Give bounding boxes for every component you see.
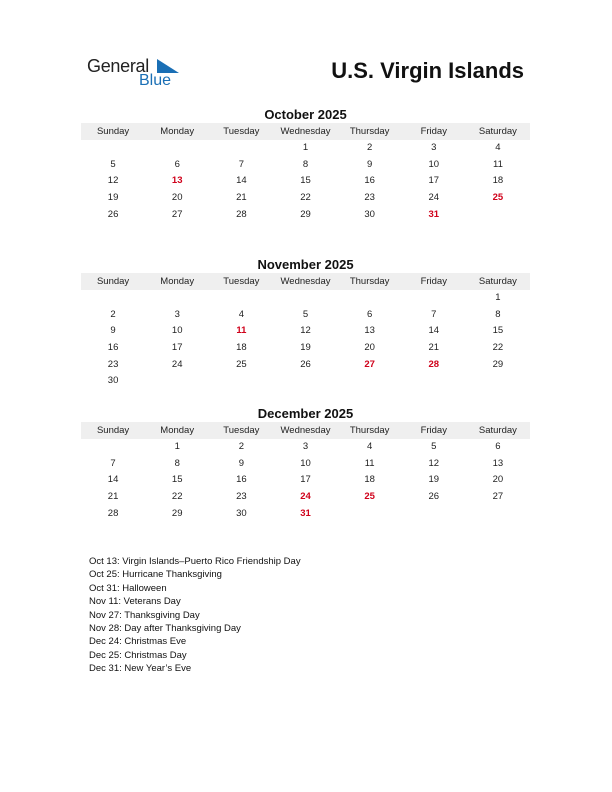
month-november <box>81 256 530 390</box>
empty-cell <box>466 207 530 224</box>
day-cell: 15 <box>492 325 504 337</box>
day-grid <box>81 290 530 390</box>
day-cell: 7 <box>110 457 116 469</box>
weekday-label: Tuesday <box>223 425 260 436</box>
day-cell: 27 <box>171 208 183 220</box>
empty-cell <box>402 506 466 523</box>
empty-cell <box>273 290 337 307</box>
day-cell: 30 <box>236 507 247 519</box>
holiday-entry: Dec 25: Christmas Day <box>89 649 187 661</box>
empty-cell <box>338 290 402 307</box>
day-cell: 6 <box>495 441 501 452</box>
empty-cell <box>402 290 466 307</box>
day-cell: 14 <box>107 474 119 486</box>
empty-cell <box>81 439 145 456</box>
day-cell: 24 <box>171 358 183 370</box>
empty-cell <box>402 373 466 390</box>
empty-cell <box>466 506 530 523</box>
day-cell: 21 <box>107 491 119 503</box>
day-cell: 1 <box>495 292 501 303</box>
day-cell: 22 <box>171 491 183 503</box>
day-cell: 14 <box>236 175 247 187</box>
day-cell: 23 <box>107 358 119 370</box>
day-cell: 8 <box>302 158 309 170</box>
holiday-entry: Dec 24: Christmas Eve <box>89 636 187 648</box>
empty-cell <box>338 373 402 390</box>
holiday-entry: Oct 31: Halloween <box>89 582 167 594</box>
day-cell: 5 <box>110 158 116 170</box>
day-cell: 3 <box>302 441 309 452</box>
month-october <box>81 106 530 223</box>
day-cell: 14 <box>428 325 440 337</box>
empty-cell <box>466 373 530 390</box>
day-cell: 28 <box>236 208 247 220</box>
day-cell: 24 <box>300 491 311 503</box>
day-cell: 17 <box>300 474 311 486</box>
empty-cell <box>145 373 209 390</box>
day-cell: 11 <box>236 325 247 337</box>
empty-cell <box>145 290 209 307</box>
page-title: U.S. Virgin Islands <box>331 58 524 83</box>
day-cell: 9 <box>238 457 244 469</box>
day-cell: 1 <box>174 441 180 452</box>
day-cell: 5 <box>431 441 437 452</box>
day-cell: 5 <box>302 308 309 320</box>
day-cell: 8 <box>174 457 180 469</box>
weekday-label: Sunday <box>96 425 130 436</box>
day-cell: 13 <box>171 175 183 187</box>
day-cell: 29 <box>171 507 183 519</box>
day-cell: 17 <box>428 175 440 187</box>
day-cell: 4 <box>238 308 244 320</box>
day-cell: 6 <box>366 308 373 320</box>
day-cell: 1 <box>302 142 309 153</box>
day-cell: 15 <box>300 175 311 187</box>
day-cell: 22 <box>300 192 311 204</box>
day-cell: 30 <box>364 208 375 220</box>
day-cell: 31 <box>300 507 311 519</box>
day-cell: 15 <box>171 474 183 486</box>
day-cell: 8 <box>495 308 501 320</box>
day-cell: 27 <box>492 491 504 503</box>
empty-cell <box>209 140 273 157</box>
holiday-entry: Oct 13: Virgin Islands–Puerto Rico Friendship Day <box>89 556 301 567</box>
day-cell: 27 <box>364 358 375 370</box>
empty-cell <box>209 290 273 307</box>
holiday-entry: Nov 11: Veterans Day <box>89 596 181 608</box>
day-cell: 2 <box>238 441 244 452</box>
day-cell: 12 <box>428 457 440 469</box>
day-cell: 6 <box>174 158 180 170</box>
day-cell: 12 <box>300 325 311 337</box>
day-cell: 19 <box>300 342 311 354</box>
day-cell: 26 <box>300 358 311 370</box>
holiday-list <box>89 555 301 676</box>
day-cell: 28 <box>107 507 119 519</box>
day-cell: 25 <box>492 192 504 204</box>
weekday-label: Monday <box>160 276 195 287</box>
weekday-label: Friday <box>420 126 447 137</box>
day-cell: 19 <box>428 474 440 486</box>
day-cell: 19 <box>107 192 119 204</box>
holiday-entry: Nov 27: Thanksgiving Day <box>89 609 200 621</box>
day-cell: 9 <box>110 325 116 337</box>
day-cell: 7 <box>431 308 437 320</box>
weekday-label: Friday <box>420 276 447 287</box>
empty-cell <box>273 373 337 390</box>
weekday-label: Wednesday <box>280 425 331 436</box>
weekday-label: Wednesday <box>280 276 331 287</box>
logo-general-text: General <box>87 56 149 76</box>
weekday-label: Tuesday <box>223 276 260 287</box>
day-grid <box>81 439 530 522</box>
weekday-label: Tuesday <box>223 126 260 137</box>
day-cell: 4 <box>495 142 501 153</box>
day-cell: 21 <box>428 342 440 354</box>
day-cell: 17 <box>171 342 183 354</box>
holiday-entry: Nov 28: Day after Thanksgiving Day <box>89 623 241 635</box>
day-cell: 18 <box>236 342 247 354</box>
day-grid <box>81 140 530 223</box>
weekday-header <box>81 123 530 140</box>
weekday-label: Monday <box>160 425 195 436</box>
weekday-label: Saturday <box>478 126 517 137</box>
empty-cell <box>209 373 273 390</box>
day-cell: 18 <box>364 474 375 486</box>
day-cell: 26 <box>428 491 440 503</box>
weekday-header <box>81 422 530 439</box>
logo <box>87 56 187 92</box>
weekday-label: Monday <box>160 126 195 137</box>
day-cell: 9 <box>366 158 373 170</box>
day-cell: 3 <box>174 308 180 320</box>
month-title: October 2025 <box>264 107 347 122</box>
day-cell: 12 <box>107 175 119 187</box>
weekday-label: Sunday <box>96 126 130 137</box>
day-cell: 10 <box>171 325 183 337</box>
day-cell: 21 <box>236 192 247 204</box>
month-december <box>81 405 530 522</box>
empty-cell <box>81 290 145 307</box>
month-title: November 2025 <box>257 257 354 272</box>
day-cell: 23 <box>364 192 375 204</box>
holiday-entry: Dec 31: New Year’s Eve <box>89 663 192 675</box>
day-cell: 26 <box>107 208 119 220</box>
day-cell: 16 <box>107 342 119 354</box>
day-cell: 28 <box>428 358 440 370</box>
day-cell: 10 <box>428 158 440 170</box>
day-cell: 25 <box>364 491 375 503</box>
day-cell: 4 <box>366 441 373 452</box>
day-cell: 7 <box>238 158 244 170</box>
weekday-header <box>81 273 530 290</box>
day-cell: 11 <box>364 457 375 469</box>
empty-cell <box>338 506 402 523</box>
day-cell: 22 <box>492 342 504 354</box>
day-cell: 2 <box>110 308 116 320</box>
day-cell: 29 <box>300 208 311 220</box>
day-cell: 16 <box>236 474 247 486</box>
logo-blue-text: Blue <box>139 72 172 89</box>
day-cell: 23 <box>236 491 247 503</box>
day-cell: 24 <box>428 192 440 204</box>
day-cell: 29 <box>492 358 504 370</box>
day-cell: 11 <box>492 158 503 170</box>
weekday-label: Thursday <box>349 425 390 436</box>
weekday-label: Friday <box>420 425 447 436</box>
empty-cell <box>81 140 145 157</box>
day-cell: 3 <box>431 142 437 153</box>
day-cell: 18 <box>492 175 504 187</box>
day-cell: 10 <box>300 457 311 469</box>
day-cell: 30 <box>107 375 119 387</box>
holiday-entry: Oct 25: Hurricane Thanksgiving <box>89 569 222 581</box>
day-cell: 20 <box>171 192 183 204</box>
weekday-label: Saturday <box>478 425 517 436</box>
day-cell: 20 <box>492 474 504 486</box>
weekday-label: Wednesday <box>280 126 331 137</box>
day-cell: 2 <box>366 142 373 153</box>
day-cell: 13 <box>364 325 375 337</box>
weekday-label: Thursday <box>349 126 390 137</box>
weekday-label: Thursday <box>349 276 390 287</box>
day-cell: 20 <box>364 342 375 354</box>
day-cell: 25 <box>236 358 247 370</box>
day-cell: 31 <box>428 208 440 220</box>
triangle-flag-icon <box>157 59 179 73</box>
month-title: December 2025 <box>257 406 354 421</box>
weekday-label: Sunday <box>96 276 130 287</box>
empty-cell <box>145 140 209 157</box>
weekday-label: Saturday <box>478 276 517 287</box>
day-cell: 16 <box>364 175 375 187</box>
day-cell: 13 <box>492 457 504 469</box>
